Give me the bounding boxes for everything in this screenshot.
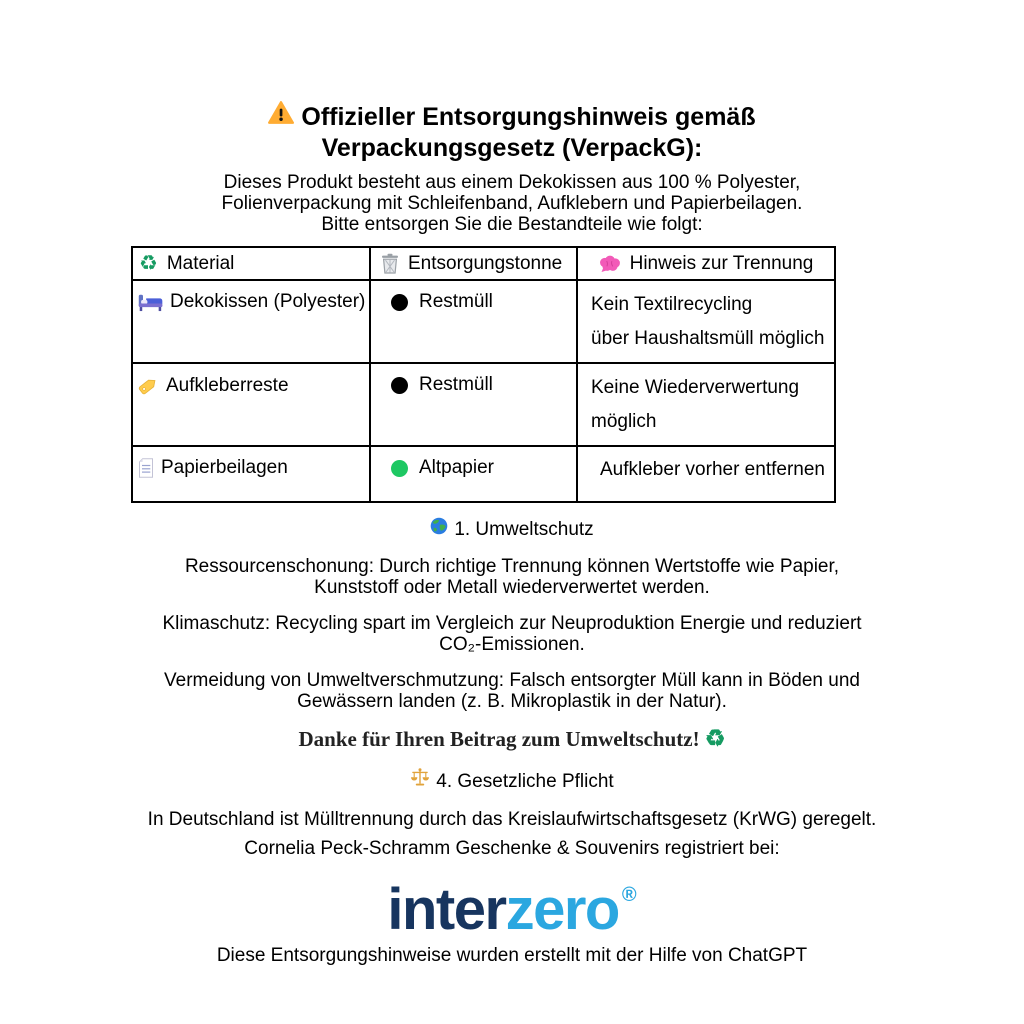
cell-material [132, 446, 370, 502]
env-section-title [0, 517, 1024, 541]
table-row [132, 363, 835, 446]
brain-icon [599, 255, 621, 273]
black-circle-icon [391, 377, 408, 394]
col-header-label: Material [166, 252, 235, 274]
intro-line: Dieses Produkt besteht aus einem Dekokissen aus 100 % Polyester, [223, 172, 801, 193]
title-line1: Offizieller Entsorgungshinweis gemäß [301, 103, 756, 131]
env-paragraph-climate [0, 613, 1024, 655]
law-paragraph-registered: Cornelia Peck-Schramm Geschenke & Souvenirs registriert bei: [244, 838, 780, 859]
law-paragraph-krwg: In Deutschland ist Mülltrennung durch das Kreislaufwirtschaftsgesetz (KrWG) geregelt. [147, 809, 877, 830]
cell-bin [370, 446, 577, 502]
cell-material [132, 363, 370, 446]
table-header-row [132, 247, 835, 280]
material-label: Papierbeilagen [161, 457, 288, 478]
note-line: möglich [591, 411, 657, 432]
note-line: Aufkleber vorher entfernen [600, 459, 825, 480]
col-header-label: Hinweis zur Trennung [629, 252, 814, 274]
intro-paragraph [0, 172, 1024, 235]
black-circle-icon [391, 294, 408, 311]
cell-material [132, 280, 370, 363]
thanks-line [0, 727, 1024, 752]
cell-note [577, 363, 835, 446]
col-header-note [577, 247, 835, 280]
disposal-table [131, 246, 836, 503]
thanks-text: Danke für Ihren Beitrag zum Umweltschutz! [298, 727, 700, 751]
globe-icon [430, 517, 454, 535]
footer-note: Diese Entsorgungshinweise wurden erstellt mit der Hilfe von ChatGPT [216, 945, 808, 966]
intro-line: Folienverpackung mit Schleifenband, Aufklebern und Papierbeilagen. [221, 193, 803, 214]
scales-icon [410, 768, 436, 787]
cell-bin [370, 280, 577, 363]
bin-label: Restmüll [419, 374, 493, 395]
table-row [132, 280, 835, 363]
paragraph-line: Klimaschutz: Recycling spart im Vergleich zur Neuproduktion Energie und reduziert [162, 613, 862, 634]
paragraph-line: Vermeidung von Umweltverschmutzung: Falsch entsorgter Müll kann in Böden und [164, 670, 860, 691]
col-header-label: Entsorgungstonne [408, 252, 563, 274]
env-paragraph-pollution [0, 670, 1024, 712]
env-section-label: 1. Umweltschutz [454, 519, 594, 540]
wastebasket-icon [381, 253, 399, 274]
note-line: Kein Textilrecycling [591, 294, 753, 315]
bin-label: Altpapier [419, 457, 494, 478]
law-section-title [0, 768, 1024, 793]
cell-bin [370, 363, 577, 446]
warning-triangle-icon [268, 101, 301, 125]
page-icon [138, 458, 154, 478]
logo-text-inter: inter [387, 877, 506, 942]
logo-text-zero: zero [505, 877, 619, 942]
material-label: Dekokissen (Polyester) [170, 291, 366, 312]
cell-note [577, 280, 835, 363]
page-title [0, 101, 1024, 164]
registered-trademark-icon: ® [621, 884, 637, 906]
table-row [132, 446, 835, 502]
bed-icon [138, 293, 163, 312]
title-line2: Verpackungsgesetz (VerpackG): [321, 134, 703, 162]
cell-note [577, 446, 835, 502]
law-section-label: 4. Gesetzliche Pflicht [436, 771, 614, 792]
paragraph-line: CO₂-Emissionen. [439, 634, 585, 655]
env-paragraph-resources [0, 556, 1024, 598]
bin-label: Restmüll [419, 291, 493, 312]
paragraph-line: Ressourcenschonung: Durch richtige Trennung können Wertstoffe wie Papier, [184, 556, 840, 577]
tag-icon [138, 375, 159, 396]
recycling-icon: ♻ [139, 252, 158, 275]
note-line: über Haushaltsmüll möglich [591, 328, 825, 349]
paragraph-line: Kunststoff oder Metall wiederverwertet werden. [314, 577, 710, 598]
col-header-bin [370, 247, 577, 280]
material-label: Aufkleberreste [166, 374, 289, 396]
intro-line: Bitte entsorgen Sie die Bestandteile wie folgt: [321, 214, 703, 235]
green-circle-icon [391, 460, 408, 477]
recycling-icon: ♻ [704, 726, 726, 751]
col-header-material [132, 247, 370, 280]
interzero-logo [0, 863, 1024, 942]
paragraph-line: Gewässern landen (z. B. Mikroplastik in der Natur). [297, 691, 727, 712]
note-line: Keine Wiederverwertung [591, 377, 800, 398]
